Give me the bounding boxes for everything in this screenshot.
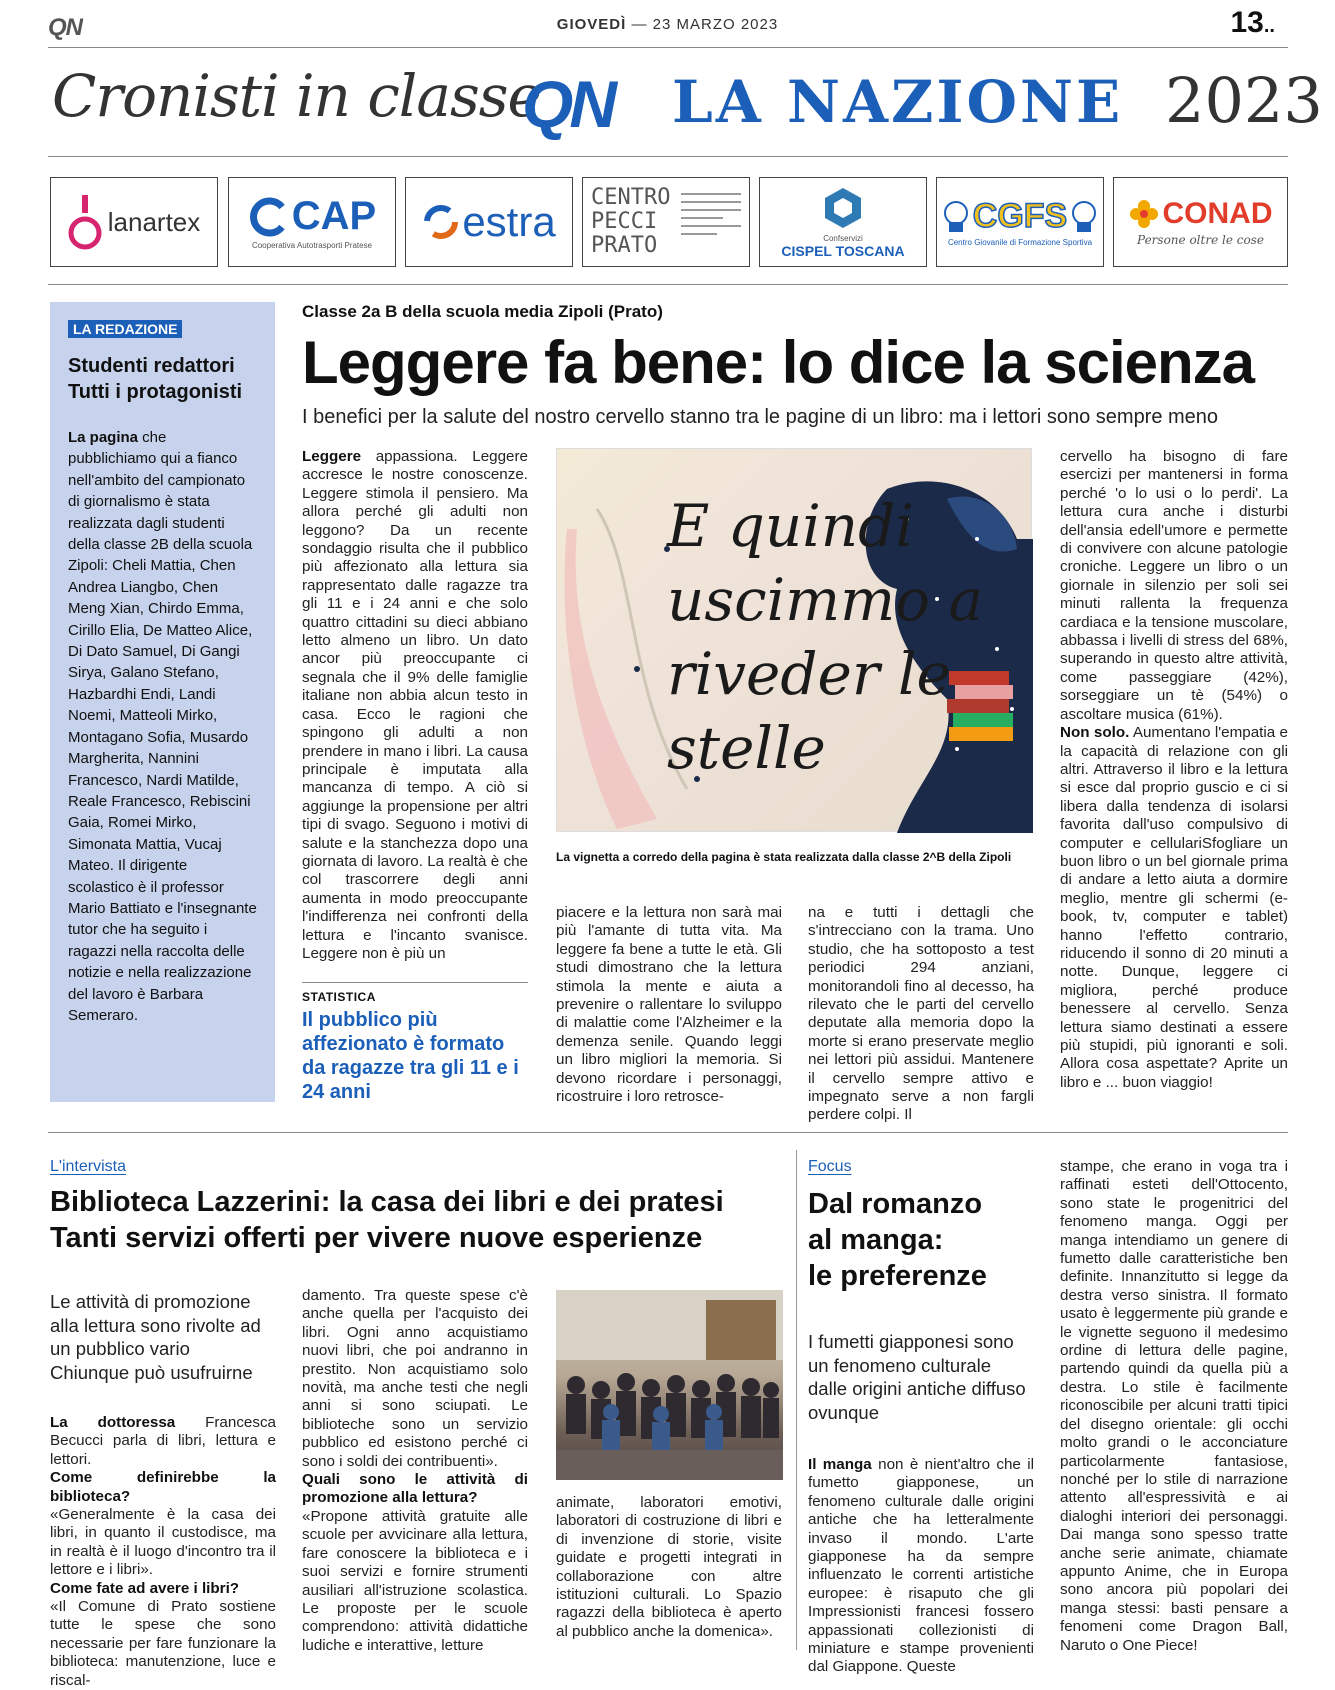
qn-brand-logo: QN	[48, 14, 82, 41]
sponsor-name: estra	[462, 198, 556, 245]
illustration-quote-line: stelle	[667, 714, 826, 782]
column-divider	[796, 1150, 797, 1650]
section-rule	[48, 1132, 1288, 1133]
masthead-cronisti: Cronisti in classe	[52, 62, 541, 130]
sponsor-subtitle: Cooperativa Autotrasporti Pratese	[251, 241, 373, 250]
sponsor-estra	[405, 177, 573, 267]
sponsor-subtitle: Persone oltre le cose	[1137, 233, 1264, 247]
article-illustration	[556, 448, 1032, 832]
masthead-newspaper: LA NAZIONE	[672, 68, 1124, 136]
illustration-quote-line: E quindi	[667, 492, 914, 560]
page-number-value: 13	[1230, 6, 1264, 39]
flask-icon	[68, 193, 102, 251]
sidebar-text: che pubblichiamo qui a fianco nell'ambito del campionato di giornalismo è stata realizzata dagli studenti della classe 2B della scuola Zipoli: Cheli Mattia, Chen Andrea Liangbo, Chen Meng Xian, Chirdo Emma, Cirillo Elia, De Matteo Alice, Di Dato Samuel, Di Gangi Sirya, Galano Stefano, Hazbardhi Endi, Landi Noemi, Matteoli Mirko, Montagano Sofia, Musardo Margherita, Nannini Francesco, Nardi Matilde, Reale Francesco, Rebiscini Gaia, Romei Mirko, Simonata Mattia, Vucaj Mateo. Il dirigente scolastico è il professor Mario Battiato e l'insegnante tutor che ha seguito i ragazzi nella raccolta delle notizie e nella realizzazione del lavoro è Barbara Semeraro.	[68, 429, 257, 1024]
sponsor-lanartex	[50, 177, 218, 267]
focus-column-1-text: non è nient'altro che il fumetto giapponese, un fenomeno culturale dalle origini antiche che ha letteralmente invaso il mondo. L'arte giapponese ha da sempre influenzato le correnti artistiche europee: è risaputo che gli Impressionisti francesi fossero appassionati collezionisti di miniature e stampe provenienti dal Giappone. Queste	[808, 1456, 1034, 1676]
sponsor-cgfs	[936, 177, 1104, 267]
sidebar-title	[68, 353, 257, 405]
header-rule	[48, 47, 1288, 48]
sponsor-cap	[228, 177, 396, 267]
sponsor-fineprint	[681, 187, 741, 257]
focus-headline	[808, 1186, 1038, 1294]
sponsor-name: CAP	[291, 194, 377, 238]
interview-column-3: animate, laboratori emotivi, laboratori di costruzione di libri e di invenzione di storie, visite guidate e progetti integrati in collaborazione con altre istituzioni culturali. Lo Spazio ragazzi della biblioteca è aperto al pubblico anche la domenica».	[556, 1494, 782, 1640]
article-kicker: Classe 2a B della scuola media Zipoli (Prato)	[302, 302, 663, 321]
statistic-label: STATISTICA	[302, 990, 376, 1004]
illustration-quote-line: riveder le	[667, 640, 951, 708]
statistic-rule	[302, 982, 528, 983]
interview-headline	[50, 1184, 790, 1256]
article-column-3: na e tutti i dettagli che s'intrecciano con la trama. Uno studio, che ha sottoposto a test periodici 294 anziani, monitorandoli fino al decesso, ha rilevato che le parti del cervello deputate alla memoria dopo la morte si erano preservate meglio nei lettori più assidui. Mantenere il cervello sempre attivo e impegnato serve a non fargli perdere colpi. Il	[808, 904, 1034, 1124]
sponsor-name: CGFS	[972, 197, 1068, 235]
sponsor-name: CENTRO PECCI PRATO	[591, 185, 671, 258]
sidebar-tag: LA REDAZIONE	[68, 320, 182, 338]
sidebar-title-line1: Studenti redattori	[68, 355, 235, 377]
article-column-2: piacere e la lettura non sarà mai più l'amante di tutta vita. Ma leggere fa bene a tutte le età. Gli studi dimostrano che la lettura stimola la mente e aiuta a prevenire o rallentare lo sviluppo di malattie come l'Alzheimer e la demenza senile. Quando leggi un libro migliori la memoria. Si devono ricordare i personaggi, ricostruire i loro retrosce-	[556, 904, 782, 1106]
hexagon-icon	[821, 186, 865, 230]
dateline-date: — 23 MARZO 2023	[631, 16, 779, 33]
interview-answer: «Il Comune di Prato sostiene tutte le spese che sono necessarie per fare funzionare la biblioteca: manutenzione, luce e riscal-	[50, 1598, 276, 1689]
article-column-4	[1060, 448, 1288, 1092]
interview-question: Quali sono le attività di promozione alla lettura?	[302, 1471, 528, 1507]
interview-question: Come definirebbe la biblioteca?	[50, 1469, 276, 1505]
mascot-icon	[943, 200, 969, 234]
article-lead: Leggere	[302, 448, 362, 465]
masthead-qn-logo: QN	[522, 67, 613, 141]
illustration-caption: La vignetta a corredo della pagina è stata realizzata dalla classe 2^B della Zipoli	[556, 850, 1012, 864]
focus-headline-line: Dal romanzo	[808, 1188, 983, 1220]
mascot-icon	[1071, 200, 1097, 234]
interview-headline-line1: Biblioteca Lazzerini: la casa dei libri e dei pratesi	[50, 1186, 724, 1218]
sponsor-rule	[48, 284, 1288, 285]
illustration-quote-line: uscimmo a	[667, 566, 984, 634]
article-column-4-text-2: Aumentano l'empatia e la capacità di relazione con gli altri. Attraverso il libro e la lettura si esce dal proprio guscio e ci si libera dalla tendenza di isolarsi favorita dall'uso compulsivo di computer e cellulariSfogliare un buon libro o un bel giornale prima di andare a letto aiuta a dormire meglio, mentre gli schermi (e-book, tv, computer e tablet) hanno l'effetto contrario, riducendo il sonno di 20 minuti a notte. Dunque, leggere ci migliora, perché produce benessere al cervello. Senza lettura siamo destinati a essere più stupidi, più ignoranti e soli. Allora cosa aspettate? Aprite un libro e ... buon viaggio!	[1060, 724, 1288, 1091]
article-headline: Leggere fa bene: lo dice la scienza	[302, 329, 1255, 396]
illustration-quote	[667, 489, 983, 785]
focus-headline-line: al manga:	[808, 1224, 944, 1256]
sponsor-centro-pecci	[582, 177, 750, 267]
interview-intro: Francesca Becucci parla di libri, lettura e lettori.	[50, 1414, 276, 1468]
statistic-text: Il pubblico più affezionato è formato da ragazze tra gli 11 e i 24 anni	[302, 1009, 519, 1103]
sidebar-title-line2: Tutti i protagonisti	[68, 381, 243, 403]
estra-swirl-icon	[422, 203, 460, 241]
sidebar-body	[68, 427, 257, 1026]
focus-summary: I fumetti giapponesi sono un fenomeno culturale dalle origini antiche diffuso ovunque	[808, 1331, 1026, 1423]
focus-headline-line: le preferenze	[808, 1260, 987, 1292]
sponsor-cispel	[759, 177, 927, 267]
article-column-4-text: cervello ha bisogno di fare esercizi per mantenersi in forma perché 'o lo usi o lo perdi'. La lettura cura anche i disturbi dell'ansia edell'umore e permette di convivere con alcune patologie croniche. Leggere un libro o un giornale in silenzio per soli sei minuti rallenta la frequenza cardiaca e la tensione muscolare, abbassa i livelli di stress del 68%, superando in questo altre attività, come passeggiare (42%), sorseggiare un tè (54%) o ascoltare musica (61%).	[1060, 448, 1288, 723]
masthead-year: 2023	[1165, 64, 1323, 137]
interview-answer: «Generalmente è la casa dei libri, in quanto il custodisce, ma in realtà è il luogo d'incontro tra il lettore e i libri».	[50, 1506, 276, 1579]
interview-headline-line2: Tanti servizi offerti per vivere nuove esperienze	[50, 1222, 703, 1254]
sponsor-conad	[1113, 177, 1288, 267]
interview-column-2	[302, 1287, 528, 1655]
focus-tag: Focus	[808, 1158, 852, 1175]
article-column-1-text: appassiona. Leggere accresce le nostre conoscenze. Leggere stimola il pensiero. Ma allora perché gli adulti non leggono? Da un recente sondaggio risulta che il pubblico più affezionato alla lettura sia rappresentato dalle ragazze tra gli 11 e i 24 anni e che solo quattro cittadini su dieci abbiano letto almeno un libro. Un dato ancor più preoccupante ci segnala che il 9% delle famiglie italiane non abbia alcun testo in casa. Ecco le ragioni che spingono gli adulti a non prendere in mano i libri. La causa principale è imputata alla mancanza di tempo. A ciò si aggiunge la propensione per altri tipi di svago. Seguono i motivi di salute e la stanchezza dopo una giornata di lavoro. La realtà è che col trascorrere degli anni aumenta in modo preoccupante l'indifferenza nei confronti della lettura e l'incanto svanisce. Leggere non è più un	[302, 448, 528, 962]
sidebar-redazione	[50, 302, 275, 1102]
masthead-rule	[48, 156, 1288, 157]
cap-swoosh-icon	[248, 197, 288, 237]
interview-lead: La dottoressa	[50, 1414, 176, 1431]
group-photo-image	[556, 1290, 783, 1480]
sponsor-subtitle: Confservizi	[823, 233, 863, 243]
focus-column-2: stampe, che erano in voga tra i raffinati esteti dell'Ottocento, sono state le progenitrici del fenomeno manga. Oggi per manga intendiamo un genere di fumetto dalle caratteristiche ben definite. Innanzitutto si legge da destra verso sinistra. Il formato usato è leggermente più grande e le vignette seguono il medesimo ordine di lettura delle pagine, partendo quindi da quella più a destra. Lo stile è facilmente riconoscibile per alcuni tratti tipici del disegno orientale: gli occhi molto grandi o le acconciature particolarmente fantasiose, nonché per lo stile di narrazione attento all'espressività e ai dialoghi interiori dei personaggi. Dai manga sono spesso tratte anche serie animate, chiamate appunto Anime, che in Europa sono ancora più popolari dei manga stessi: basti pensare a fenomeni come Dragon Ball, Naruto o One Piece!	[1060, 1158, 1288, 1654]
page-mark: ..	[1263, 15, 1275, 37]
interview-answer: «Propone attività gratuite alle scuole per avvicinare alla lettura, fare conoscere la biblioteca e i suoi servizi e fornire strumenti ausiliari all'istruzione scolastica. Le proposte per le scuole comprendono: attività didattiche ludiche e interattive, letture	[302, 1507, 528, 1654]
sponsor-name: CONAD	[1162, 197, 1273, 230]
group-photo	[556, 1290, 783, 1480]
article-subhead: I benefici per la salute del nostro cervello stanno tra le pagine di un libro: ma i lettori sono sempre meno	[302, 406, 1219, 428]
dateline-day: GIOVEDÌ	[556, 16, 627, 33]
interview-answer: damento. Tra queste spese c'è anche quella per l'acquisto dei libri. Ogni anno acquistiamo nuovi libri, che poi andranno in prestito. Non acquistiamo solo novità, ma anche testi che negli anni si sono sciupati. Le biblioteche sono un servizio pubblico ed esistono perché ci sono i soldi dei contribuenti».	[302, 1287, 528, 1470]
page-number	[1231, 6, 1276, 40]
sponsor-name: lanartex	[107, 206, 201, 237]
interview-question: Come fate ad avere i libri?	[50, 1579, 240, 1597]
interview-column-1	[50, 1414, 276, 1690]
sponsor-subtitle: Centro Giovanile di Formazione Sportiva	[947, 238, 1093, 247]
interview-tag: L'intervista	[50, 1158, 126, 1175]
sidebar-lead: La pagina	[68, 429, 139, 446]
sponsor-name: CISPEL TOSCANA	[781, 242, 905, 259]
focus-lead: Il manga	[808, 1456, 872, 1473]
focus-column-1	[808, 1456, 1034, 1677]
article-column-4-lead: Non solo.	[1060, 724, 1130, 742]
dateline	[0, 16, 1335, 33]
interview-summary: Le attività di promozione alla lettura sono rivolte ad un pubblico vario Chiunque può usufruirne	[50, 1291, 261, 1383]
flower-icon	[1129, 199, 1159, 229]
article-column-1	[302, 448, 528, 963]
